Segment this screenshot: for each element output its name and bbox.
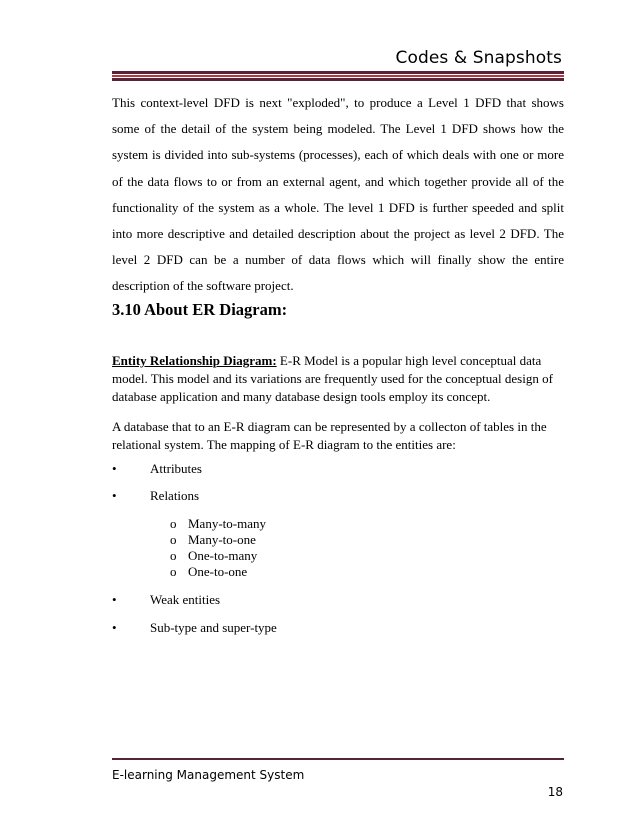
circle-bullet-icon: o	[170, 564, 177, 579]
list-item-label: Attributes	[150, 461, 202, 476]
er-definition-text: E-R Model is a popular high level conceptual data model. This model and its variations are frequently used for the conceptual design of database application and many database design tools employ its concept.	[112, 353, 553, 404]
header-title: Codes & Snapshots	[395, 48, 562, 68]
list-item-label: Relations	[150, 488, 200, 503]
header-rule-top	[112, 71, 564, 74]
sub-list-item-label: Many-to-many	[188, 516, 266, 531]
er-definition-lead: Entity Relationship Diagram:	[112, 353, 277, 368]
list-item-label: Weak entities	[150, 592, 221, 607]
header-rule-middle	[112, 75, 564, 77]
paragraph-er-mapping: A database that to an E-R diagram can be represented by a collecton of tables in the relational system. The mapping of E-R diagram to the entities are:	[112, 419, 547, 452]
footer-rule	[112, 758, 564, 760]
page-number: 18	[547, 785, 563, 799]
bullet-icon: •	[112, 461, 117, 476]
sub-list-item-label: One-to-many	[188, 548, 258, 563]
footer-title: E-learning Management System	[112, 768, 305, 782]
paragraph-dfd-level1: This context-level DFD is next "exploded", to produce a Level 1 DFD that shows some of the detail of the system being modeled. The Level 1 DFD shows how the system is divided into sub-systems (processes), each of which deals with one or more of the data flows to or from an external agent, and which together provide all of the functionality of the system as a whole. The level 1 DFD is further speeded and split into more descriptive and detailed description about the project as level 2 DFD. The level 2 DFD can be a number of data flows which will finally show the entire description of the software project.	[112, 95, 564, 294]
circle-bullet-icon: o	[170, 548, 177, 563]
bullet-icon: •	[112, 488, 117, 503]
list-item-label: Sub-type and super-type	[150, 620, 277, 635]
paragraph-er-definition	[112, 352, 564, 406]
sub-list-item-label: One-to-one	[188, 564, 248, 579]
bullet-icon: •	[112, 620, 117, 635]
section-heading: 3.10 About ER Diagram:	[112, 300, 288, 319]
circle-bullet-icon: o	[170, 516, 177, 531]
circle-bullet-icon: o	[170, 532, 177, 547]
header-rule-bottom	[112, 78, 564, 81]
sub-list-item-label: Many-to-one	[188, 532, 256, 547]
bullet-icon: •	[112, 592, 117, 607]
